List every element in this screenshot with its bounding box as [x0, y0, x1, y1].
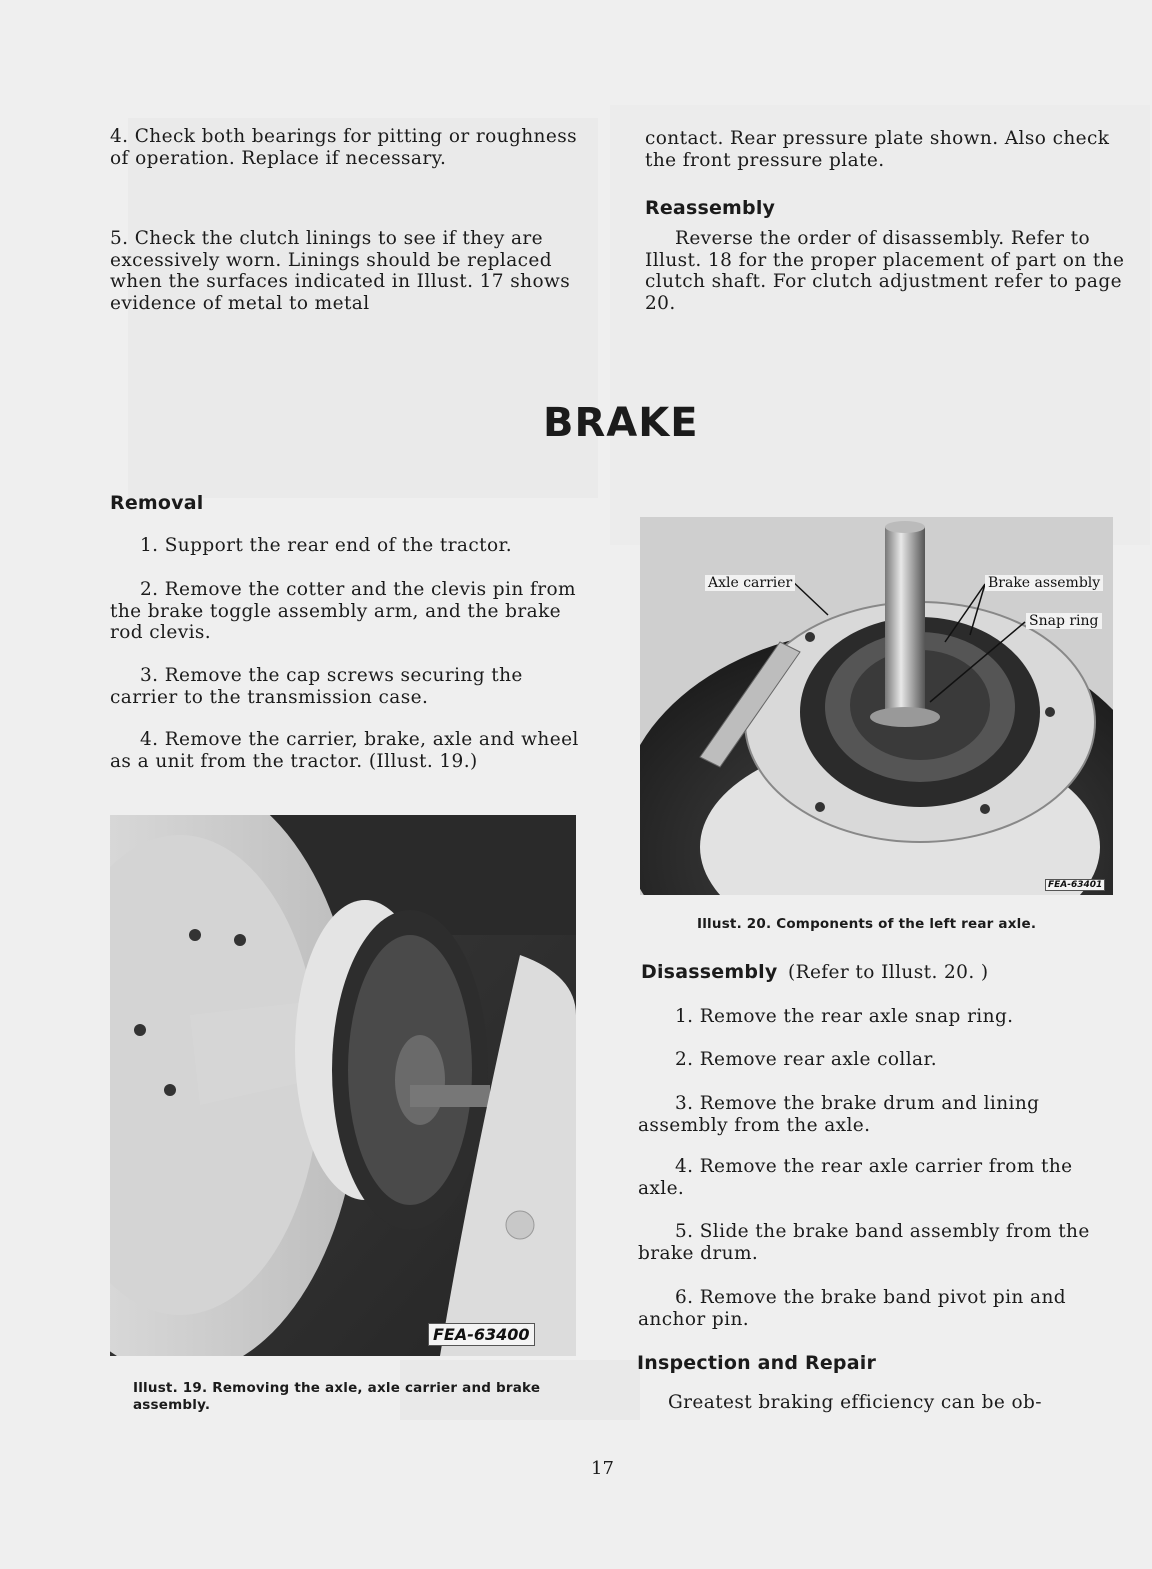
- brake-assembly-label: Brake assembly: [985, 575, 1103, 591]
- disassembly-ref: (Refer to Illust. 20. ): [788, 962, 989, 983]
- removal-step-4: 4. Remove the carrier, brake, axle and wheel as a unit from the tractor. (Illust. 19.): [110, 729, 579, 772]
- disassembly-step-1: 1. Remove the rear axle snap ring.: [675, 1006, 1014, 1027]
- disassembly-step-2: 2. Remove rear axle collar.: [675, 1049, 937, 1070]
- disassembly-step-5: 5. Slide the brake band assembly from the brake drum.: [638, 1221, 1090, 1264]
- disassembly-step-6: 6. Remove the brake band pivot pin and anchor pin.: [638, 1287, 1067, 1330]
- illust-19-photo: [110, 815, 576, 1356]
- inspection-heading: Inspection and Repair: [637, 1352, 877, 1374]
- disassembly-step-4: 4. Remove the rear axle carrier from the axle.: [638, 1156, 1073, 1199]
- clutch-continuation: contact. Rear pressure plate shown. Also check the front pressure plate.: [645, 128, 1110, 171]
- disassembly-heading: Disassembly: [641, 961, 778, 983]
- axle-carrier-label: Axle carrier: [705, 575, 795, 591]
- reassembly-heading: Reassembly: [645, 197, 776, 219]
- section-title: BRAKE: [543, 400, 699, 446]
- removal-step-1: 1. Support the rear end of the tractor.: [140, 535, 512, 556]
- illust-20-caption: Illust. 20. Components of the left rear axle.: [697, 916, 1037, 932]
- removal-step-3: 3. Remove the cap screws securing the carrier to the transmission case.: [110, 665, 523, 708]
- illust-19-caption: Illust. 19. Removing the axle, axle carrier and brake assembly.: [133, 1380, 541, 1413]
- removal-step-2: 2. Remove the cotter and the clevis pin from the brake toggle assembly arm, and the brake rod clevis.: [110, 579, 576, 643]
- clutch-step-4: 4. Check both bearings for pitting or roughness of operation. Replace if necessary.: [110, 126, 577, 169]
- reassembly-text: Reverse the order of disassembly. Refer to Illust. 18 for the proper placement of part on the clutch shaft. For clutch adjustment refer to page 20.: [645, 228, 1125, 314]
- snap-ring-label: Snap ring: [1026, 613, 1102, 629]
- clutch-step-5: 5. Check the clutch linings to see if they are excessively worn. Linings should be replaced when the surfaces indicated in Illust. 17 shows evidence of metal to metal: [110, 228, 571, 314]
- page-number: 17: [591, 1458, 614, 1479]
- disassembly-step-3: 3. Remove the brake drum and lining assembly from the axle.: [638, 1093, 1040, 1136]
- illust-20-photo: [640, 517, 1113, 895]
- removal-heading: Removal: [110, 492, 204, 514]
- inspection-text: Greatest braking efficiency can be ob-: [668, 1392, 1042, 1413]
- illust-20-tag: FEA-63401: [1045, 879, 1105, 891]
- illust-19-tag: FEA-63400: [428, 1323, 535, 1346]
